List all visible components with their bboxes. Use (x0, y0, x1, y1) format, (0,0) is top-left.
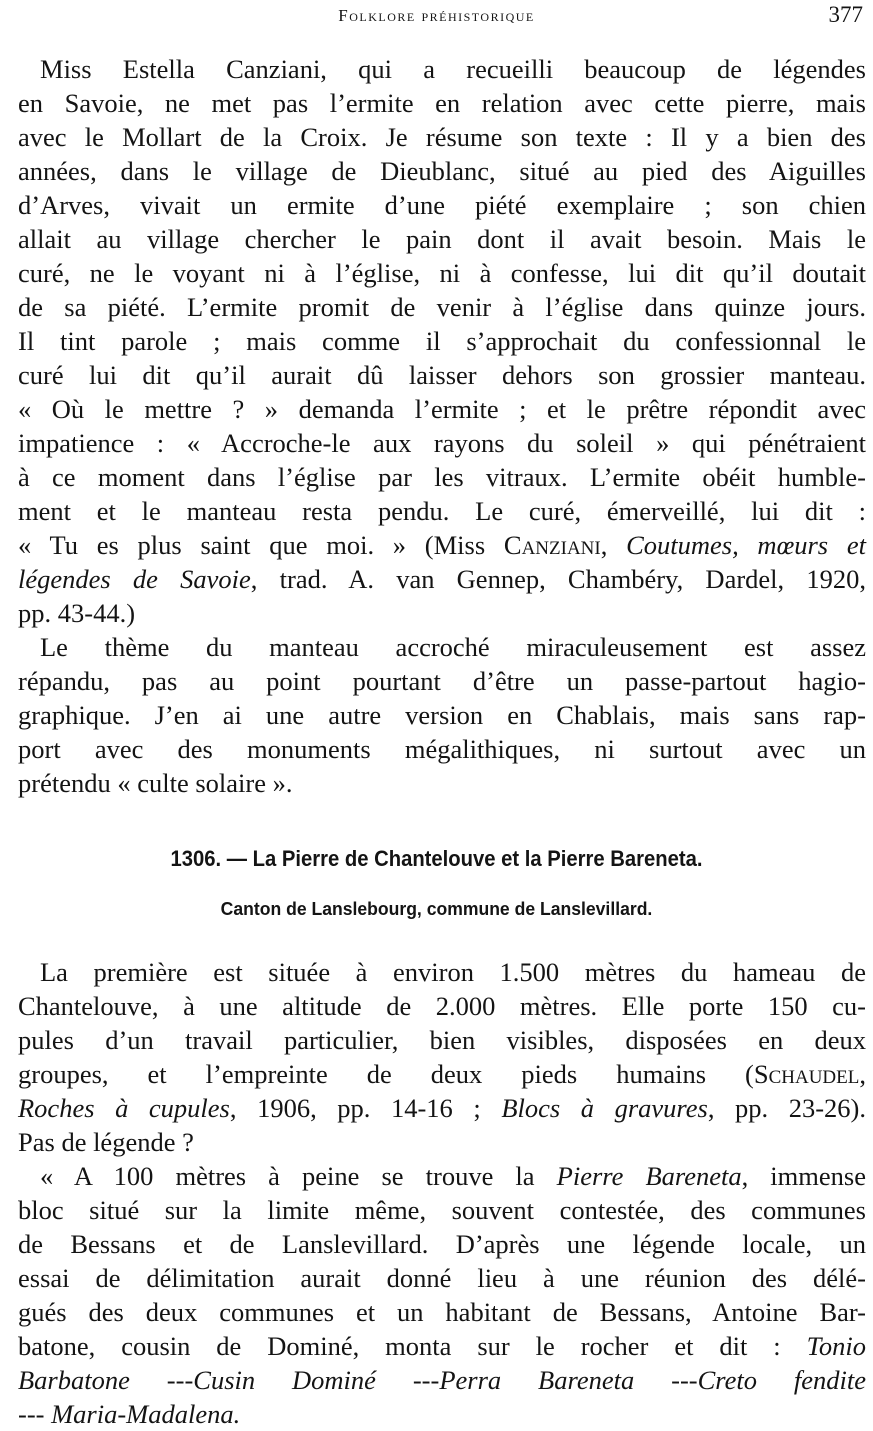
text-line: en Savoie, ne met pas l’ermite en relation avec cette pierre, mais (18, 88, 866, 118)
text-line: curé lui dit qu’il aurait dû laisser dehors son grossier manteau. (18, 360, 866, 390)
citation-pages: pp. 43-44.) (18, 598, 136, 628)
text-line: La première est située à environ 1.500 mètres du hameau de (40, 957, 866, 987)
page-header (0, 2, 873, 32)
text-line: de Bessans et de Lanslevillard. D’après une légende locale, un (18, 1229, 866, 1259)
citation-line (18, 528, 866, 562)
text-line: répandu, pas au point pourtant d’être un passe-partout hagio- (18, 666, 866, 696)
text-line (18, 1057, 866, 1091)
quote-line: --- Maria-Madalena. (18, 1399, 241, 1429)
text-line: « Où le mettre ? » demanda l’ermite ; et le prêtre répondit avec (18, 394, 866, 424)
citation-author: Canziani (503, 530, 601, 560)
text-line: allait au village chercher le pain dont il avait besoin. Mais le (18, 224, 866, 254)
section-subheading: Canton de Lanslebourg, commune de Lanslevillard. (220, 898, 653, 919)
citation-text: , trad. A. van Gennep, Chambéry, Dardel, 1920, (250, 564, 866, 594)
text-line: prétendu « culte solaire ». (18, 768, 293, 798)
text-line: Le thème du manteau accroché miraculeusement est assez (40, 632, 866, 662)
text-line (18, 1159, 866, 1193)
text-line (18, 1091, 866, 1125)
page-number: 377 (828, 2, 863, 27)
citation-title: Coutumes, mœurs et (626, 530, 866, 560)
text-line: Miss Estella Canziani, qui a recueilli beaucoup de légendes (40, 54, 866, 84)
text-line: curé, ne le voyant ni à l’église, ni à confesse, lui dit qu’il doutait (18, 258, 866, 288)
text-line: avec le Mollart de la Croix. Je résume son texte : Il y a bien des (18, 122, 866, 152)
text-line: années, dans le village de Dieublanc, situé au pied des Aiguilles (18, 156, 866, 186)
text-line: de sa piété. L’ermite promit de venir à l’église dans quinze jours. (18, 292, 866, 322)
text-line: bloc situé sur la limite même, souvent contestée, des communes (18, 1195, 866, 1225)
text-line: port avec des monuments mégalithiques, ni surtout avec un (18, 734, 866, 764)
text-segment: , pp. 23-26). (707, 1093, 867, 1123)
quote-text: Tonio (806, 1331, 866, 1361)
text-line: à ce moment dans l’église par les vitraux. L’ermite obéit humble- (18, 462, 866, 492)
text-segment: , immense (741, 1161, 866, 1191)
quote-line: Barbatone ---Cusin Dominé ---Perra Bareneta ---Creto fendite (18, 1365, 866, 1395)
text-line: gués des deux communes et un habitant de Bessans, Antoine Bar- (18, 1297, 866, 1327)
text-line: d’Arves, vivait un ermite d’une piété exemplaire ; son chien (18, 190, 866, 220)
citation-line (18, 562, 866, 596)
text-line: Chantelouve, à une altitude de 2.000 mètres. Elle porte 150 cu- (18, 991, 866, 1021)
section-heading: 1306. — La Pierre de Chantelouve et la Pierre Bareneta. (170, 846, 703, 871)
stone-name: Pierre Bareneta (556, 1161, 742, 1191)
text-line: essai de délimitation aurait donné lieu à une réunion des délé- (18, 1263, 866, 1293)
text-segment: batone, cousin de Dominé, monta sur le rocher et dit : (18, 1331, 807, 1361)
text-line: graphique. J’en ai une autre version en Chablais, mais sans rap- (18, 700, 866, 730)
text-line: ment et le manteau resta pendu. Le curé, émerveillé, lui dit : (18, 496, 866, 526)
text-line: Pas de légende ? (18, 1127, 194, 1157)
text-line (18, 1329, 866, 1363)
running-title: Folklore préhistorique (338, 6, 535, 25)
text-segment: « A 100 mètres à peine se trouve la (40, 1161, 557, 1191)
text-line: pules d’un travail particulier, bien visibles, disposées en deux (18, 1025, 866, 1055)
citation-author: Schaudel (753, 1059, 860, 1089)
text-segment: , 1906, pp. 14-16 ; (229, 1093, 502, 1123)
text-segment: , (859, 1059, 866, 1089)
text-segment: groupes, et l’empreinte de deux pieds humains ( (18, 1059, 754, 1089)
citation-separator: , (600, 530, 627, 560)
citation-title: Blocs à gravures (501, 1093, 708, 1123)
citation-title: légendes de Savoie (18, 564, 251, 594)
text-line: Il tint parole ; mais comme il s’approchait du confessionnal le (18, 326, 866, 356)
text-line: impatience : « Accroche-le aux rayons du soleil » qui pénétraient (18, 428, 866, 458)
citation-title: Roches à cupules (18, 1093, 230, 1123)
citation-text: « Tu es plus saint que moi. » (Miss (18, 530, 504, 560)
